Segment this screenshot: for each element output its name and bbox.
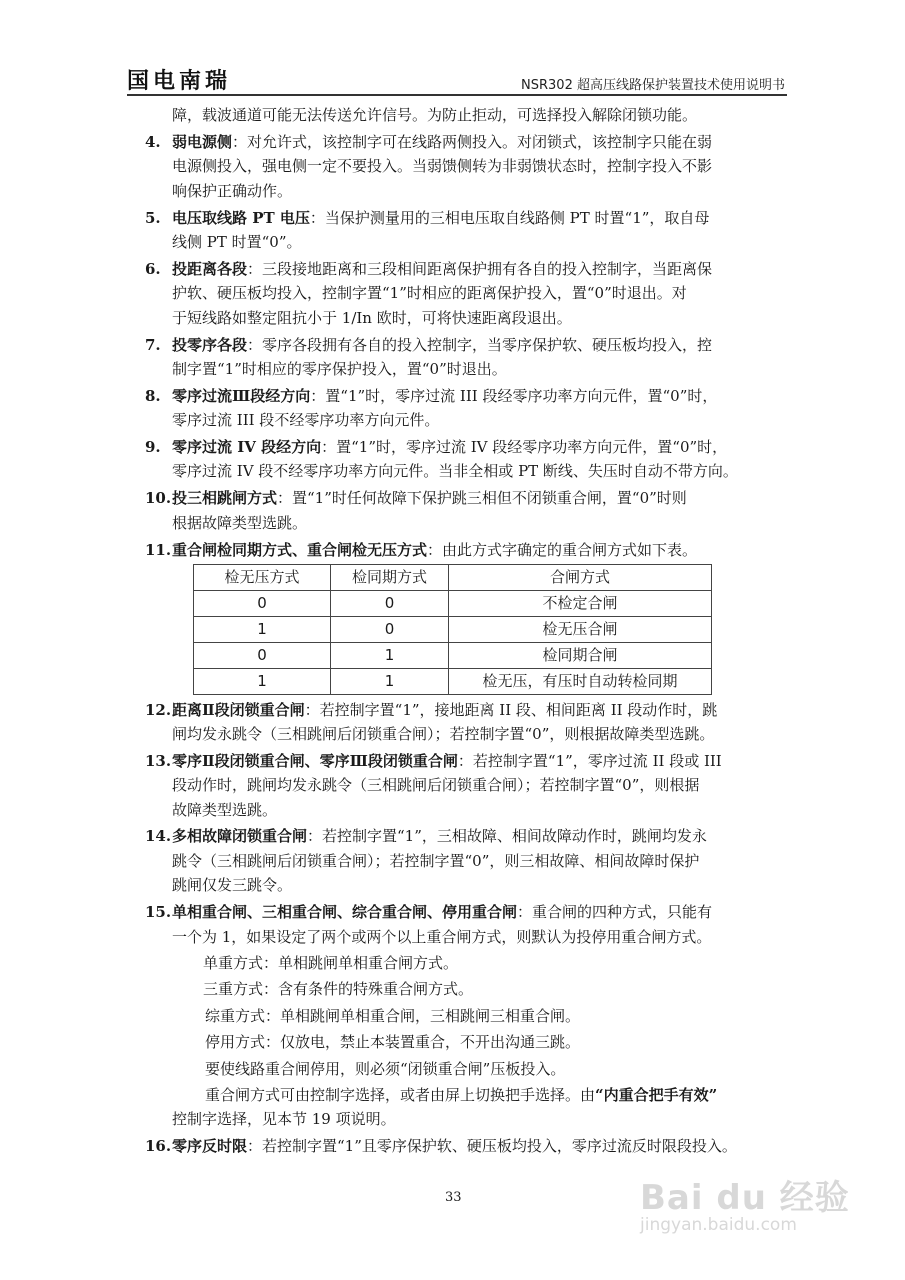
item-term: 零序过流 IV 段经方向 [172,438,322,457]
item-term: 投距离各段 [172,259,248,278]
table-cell: 0 [331,591,449,617]
table-row [194,591,712,617]
table-cell: 0 [194,643,331,669]
table-cell: 1 [194,669,331,695]
item-term: 距离Ⅱ段闭锁重合闸 [172,700,305,719]
baidu-watermark [640,1170,850,1235]
item-5: 5. 电压取线路 PT 电压：当保护测量用的三相电压取自线路侧 PT 时置“1”，取自母 线侧 PT 时置“0”。 [145,206,785,255]
sub-line: 综重方式：单相跳闸单相重合闸，三相跳闸三相重合闸。 [205,1006,581,1025]
sub-line: 单重方式：单相跳闸单相重合闸方式。 [203,953,459,972]
item-term: 重合闸检同期方式、重合闸检无压方式 [172,540,428,559]
item-term: 投三相跳闸方式 [172,489,278,508]
table-cell: 1 [194,617,331,643]
page-number: 33 [445,1190,462,1205]
table-cell: 检无压合闸 [449,617,712,643]
item-number: 13. [145,751,172,770]
table-row [194,669,712,695]
item-number: 7. [145,335,161,354]
table-cell: 0 [194,591,331,617]
item-term: 单相重合闸、三相重合闸、综合重合闸、停用重合闸 [172,903,518,922]
table-cell: 0 [331,617,449,643]
reclose-mode-list [145,951,785,1081]
table-header-cell: 合闸方式 [449,565,712,591]
item-term: 弱电源侧 [172,132,233,151]
lead-line: 障，载波通道可能无法传送允许信号。为防止拒动，可选择投入解除闭锁功能。 [172,106,698,124]
table-row [194,643,712,669]
item-11: 11. 重合闸检同期方式、重合闸检无压方式：由此方式字确定的重合闸方式如下表。 [145,538,785,562]
sub-line: 要使线路重合闸停用，则必须“闭锁重合闸”压板投入。 [205,1059,566,1078]
bold-phrase: “内重合把手有效” [595,1085,718,1104]
item-number: 9. [145,438,161,457]
table-cell: 1 [331,643,449,669]
table-cell: 不检定合闸 [449,591,712,617]
item-13: 13. 零序Ⅱ段闭锁重合闸、零序Ⅲ段闭锁重合闸：若控制字置“1”，零序过流 II 段或 III 段动作时，跳闸均发永跳令（三相跳闸后闭锁重合闸）；若控制字置“0”，则根据 故障类型选跳。 [145,749,785,822]
item-number: 16. [145,1137,172,1156]
item-12: 12. 距离Ⅱ段闭锁重合闸：若控制字置“1”，接地距离 II 段、相间距离 II 段动作时，跳 闸均发永跳令（三相跳闸后闭锁重合闸）；若控制字置“0”，则根据故障类型选跳。 [145,698,785,747]
item-6: 6. 投距离各段：三段接地距离和三段相间距离保护拥有各自的投入控制字，当距离保 护软、硬压板均投入，控制字置“1”时相应的距离保护投入，置“0”时退出。对 于短线路如整定阻抗小于 1/In 欧时，可将快速距离段退出。 [145,257,785,330]
item-9: 9. 零序过流 IV 段经方向：置“1”时，零序过流 IV 段经零序功率方向元件，置“0”时， 零序过流 IV 段不经零序功率方向元件。当非全相或 PT 断线、失压时自动不带方向。 [145,435,785,484]
table-header-row [194,565,712,591]
table-cell: 1 [331,669,449,695]
page-header [127,62,787,96]
document-body [145,103,785,1159]
item-8: 8. 零序过流Ⅲ段经方向：置“1”时，零序过流 III 段经零序功率方向元件，置“0”时， 零序过流 III 段不经零序功率方向元件。 [145,384,785,433]
item-term: 零序Ⅱ段闭锁重合闸、零序Ⅲ段闭锁重合闸 [172,751,458,770]
table-cell: 检无压，有压时自动转检同期 [449,669,712,695]
item-10: 10. 投三相跳闸方式：置“1”时任何故障下保护跳三相但不闭锁重合闸，置“0”时则 根据故障类型选跳。 [145,486,785,535]
reclose-selection-paragraph: 重合闸方式可由控制字选择，或者由屏上切换把手选择。由“内重合把手有效” 控制字选择，见本节 19 项说明。 [172,1085,718,1129]
item-term: 零序过流Ⅲ段经方向 [172,386,311,405]
item-number: 8. [145,386,161,405]
table-cell: 检同期合闸 [449,643,712,669]
item-4: 4. 弱电源侧：对允许式，该控制字可在线路两侧投入。对闭锁式，该控制字只能在弱 电源侧投入，强电侧一定不要投入。当弱馈侧转为非弱馈状态时，控制字投入不影 响保护正确动作。 [145,130,785,203]
item-number: 12. [145,700,172,719]
item-number: 6. [145,259,161,278]
item-number: 4. [145,132,161,151]
item-term: 零序反时限 [172,1137,248,1156]
sub-line: 三重方式：含有条件的特殊重合闸方式。 [203,980,474,999]
item-number: 15. [145,903,172,922]
item-15: 15. 单相重合闸、三相重合闸、综合重合闸、停用重合闸：重合闸的四种方式，只能有 一个为 1，如果设定了两个或两个以上重合闸方式，则默认为投停用重合闸方式。 [145,900,785,949]
item-number: 10. [145,489,172,508]
document-title: NSR302 超高压线路保护装置技术使用说明书 [521,78,785,93]
item-number: 14. [145,827,172,846]
item-term: 电压取线路 PT 电压 [172,208,310,227]
item-number: 11. [145,540,172,559]
item-14: 14. 多相故障闭锁重合闸：若控制字置“1”，三相故障、相间故障动作时，跳闸均发永 跳令（三相跳闸后闭锁重合闸）；若控制字置“0”，则三相故障、相间故障时保护 跳闸仅发三跳令。 [145,824,785,897]
watermark-logo: Bai du 经验 [640,1178,850,1218]
sub-line: 停用方式：仅放电，禁止本装置重合，不开出沟通三跳。 [205,1033,581,1052]
item-term: 投零序各段 [172,335,248,354]
reclose-mode-table [193,564,712,695]
company-logo: 国电南瑞 [127,68,232,94]
table-header-cell: 检同期方式 [331,565,449,591]
item-7: 7. 投零序各段：零序各段拥有各自的投入控制字，当零序保护软、硬压板均投入，控 制字置“1”时相应的零序保护投入，置“0”时退出。 [145,333,785,382]
item-number: 5. [145,208,161,227]
watermark-url: jingyan.baidu.com [640,1215,797,1235]
table-header-cell: 检无压方式 [194,565,331,591]
item-term: 多相故障闭锁重合闸 [172,827,308,846]
table-row [194,617,712,643]
item-16: 16. 零序反时限：若控制字置“1”且零序保护软、硬压板均投入，零序过流反时限段投入。 [145,1134,785,1158]
